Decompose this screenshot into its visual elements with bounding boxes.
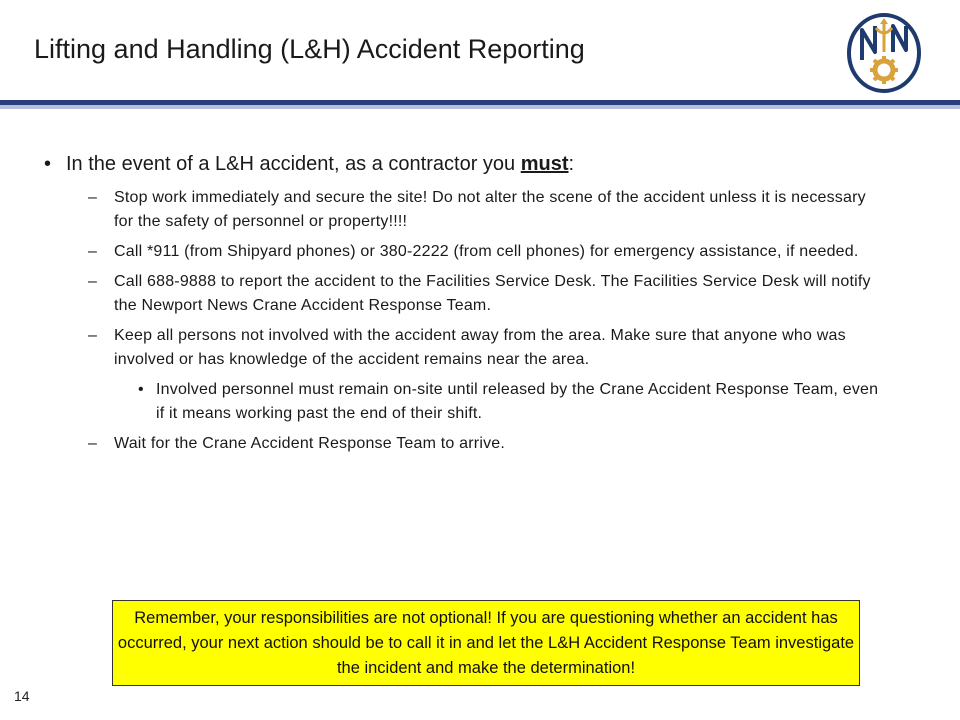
main-bullet [44, 150, 904, 178]
bullet-dot: • [44, 153, 52, 175]
step-dash: – [88, 243, 98, 260]
step-dash: – [88, 327, 98, 344]
step-item [88, 186, 888, 234]
step-dash: – [88, 273, 98, 290]
slide-body [44, 150, 904, 462]
title-divider-light [0, 105, 960, 109]
step-text: Call 688-9888 to report the accident to the Facilities Service Desk. The Facilities Service Desk will notify the Newport News Crane Accident Response Team. [114, 273, 871, 314]
step-text: Wait for the Crane Accident Response Team to arrive. [114, 435, 506, 452]
sub-step-item [138, 378, 888, 426]
step-item [88, 432, 888, 456]
step-item [88, 324, 888, 372]
sub-bullet-dot: • [138, 381, 144, 398]
reminder-callout: Remember, your responsibilities are not optional! If you are questioning whether an accident has occurred, your next action should be to call it in and let the L&H Accident Response Team investigate the incident and make the determination! [112, 600, 860, 686]
step-item [88, 270, 888, 318]
step-item [88, 240, 888, 264]
step-dash: – [88, 189, 98, 206]
sub-step-text: Involved personnel must remain on-site until released by the Crane Accident Response Team, even if it means working past the end of their shift. [156, 381, 879, 422]
page-number: 14 [14, 688, 30, 704]
main-bullet-text: In the event of a L&H accident, as a contractor you must: [66, 153, 575, 175]
step-text: Stop work immediately and secure the site! Do not alter the scene of the accident unless it is necessary for the safety of personnel or property!!!! [114, 189, 866, 230]
step-text: Keep all persons not involved with the accident away from the area. Make sure that anyone who was involved or has knowledge of the accident remains near the area. [114, 327, 846, 368]
slide-title: Lifting and Handling (L&H) Accident Reporting [34, 34, 585, 64]
step-dash: – [88, 435, 98, 452]
shipyard-logo-icon [845, 12, 923, 94]
must-emphasis: must [520, 153, 569, 175]
step-text: Call *911 (from Shipyard phones) or 380-2222 (from cell phones) for emergency assistance, if needed. [114, 243, 859, 260]
